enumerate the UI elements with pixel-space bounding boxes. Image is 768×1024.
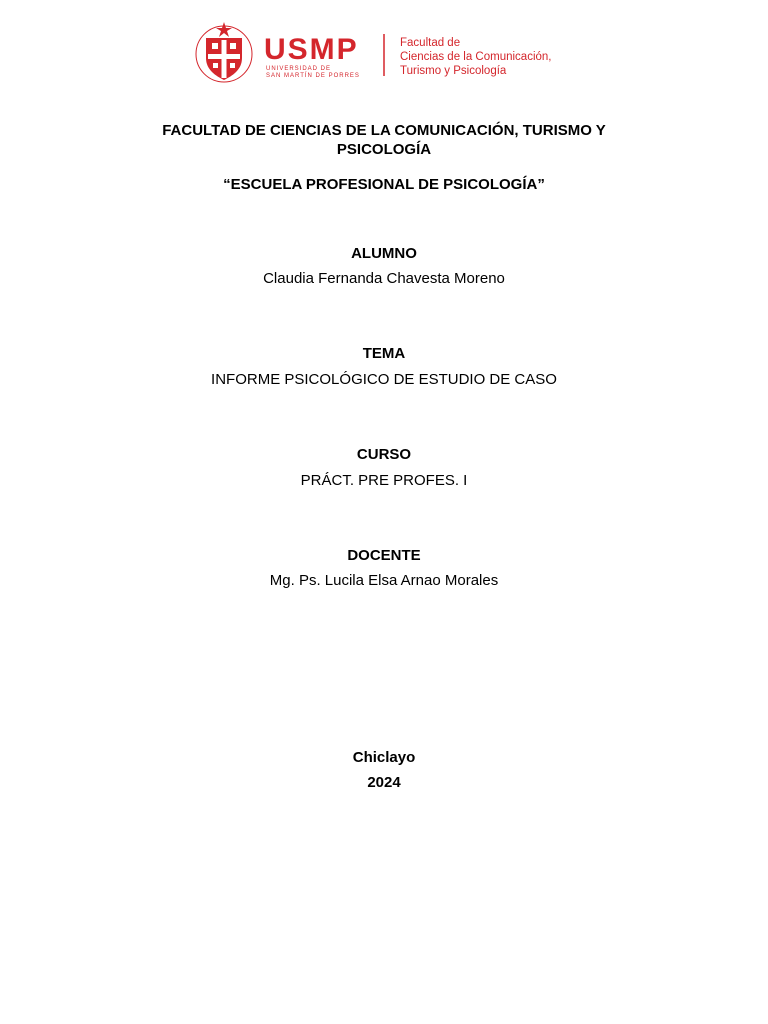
school-name: “ESCUELA PROFESIONAL DE PSICOLOGÍA” [223,176,545,193]
year: 2024 [367,774,401,791]
faculty-line2: Ciencias de la Comunicación, [400,51,552,63]
faculty-line3: Turismo y Psicología [400,65,507,77]
university-line2: SAN MARTÍN DE PORRES [266,73,360,79]
student-name: Claudia Fernanda Chavesta Moreno [263,270,505,287]
topic-value: INFORME PSICOLÓGICO DE ESTUDIO DE CASO [211,371,557,388]
topic-label: TEMA [362,345,406,362]
teacher-name: Mg. Ps. Lucila Elsa Arnao Morales [269,572,499,589]
university-seal-icon [196,22,252,82]
university-line1: UNIVERSIDAD DE [266,66,332,72]
city: Chiclayo [352,749,416,766]
faculty-title: FACULTAD DE CIENCIAS DE LA COMUNICACIÓN, TURISMO Y PSICOLOGÍA [162,122,606,158]
brand-text: USMP [264,33,359,66]
course-value: PRÁCT. PRE PROFES. I [300,472,468,489]
usmp-logo [192,20,582,84]
faculty-line1: Facultad de [400,37,461,49]
teacher-label: DOCENTE [347,547,421,564]
course-label: CURSO [356,446,412,463]
student-label: ALUMNO [351,245,417,262]
